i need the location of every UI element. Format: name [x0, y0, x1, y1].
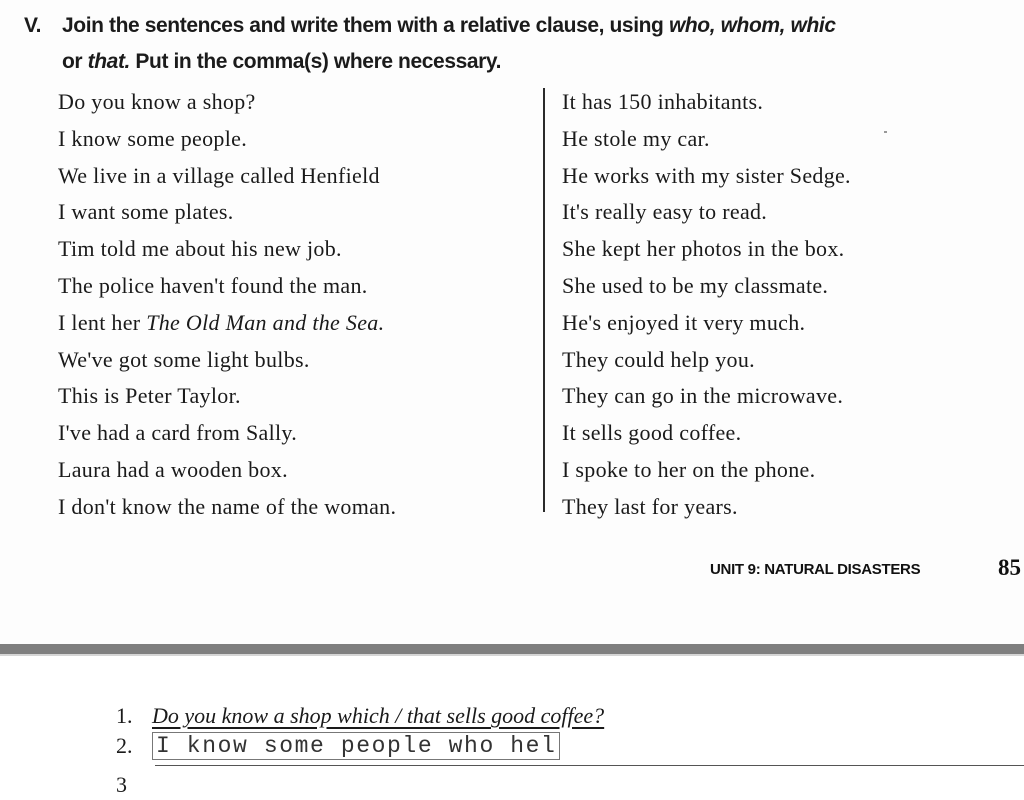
right-sentence: She kept her photos in the box. — [562, 236, 845, 262]
answer-row-1 — [116, 701, 604, 731]
right-sentence: I spoke to her on the phone. — [562, 456, 816, 482]
right-sentence: She used to be my classmate. — [562, 272, 829, 298]
instruction-text: Join the sentences and write them with a relative clause, using — [62, 14, 669, 37]
right-sentence: He's enjoyed it very much. — [562, 309, 806, 335]
left-sentence: I don't know the name of the woman. — [58, 493, 397, 519]
instruction-that: that. — [87, 50, 130, 73]
right-sentence: They last for years. — [562, 493, 738, 519]
column-divider — [543, 88, 545, 512]
left-sentence: The police haven't found the man. — [58, 272, 368, 298]
right-sentence: It sells good coffee. — [562, 420, 742, 446]
book-title: The Old Man and the Sea. — [146, 309, 385, 335]
answer-input[interactable]: I know some people who hel — [152, 732, 560, 760]
answer-number-3: 3 — [116, 772, 127, 797]
scan-speck — [884, 131, 887, 133]
left-sentence-column — [58, 84, 396, 526]
left-sentence: Do you know a shop? — [58, 89, 256, 114]
exercise-number: V. — [24, 14, 42, 37]
answer-number: 2. — [116, 733, 133, 758]
right-sentence-column — [562, 84, 851, 526]
instruction-keywords: who, whom, whic — [668, 14, 836, 37]
left-sentence: We live in a village called Henfield — [58, 162, 380, 188]
right-sentence: It's really easy to read. — [562, 199, 768, 225]
answer-underline — [155, 765, 1024, 766]
exercise-instruction — [24, 8, 1024, 80]
left-sentence: Laura had a wooden box. — [58, 456, 288, 482]
answer-row-2 — [116, 731, 560, 761]
unit-footer: UNIT 9: NATURAL DISASTERS — [710, 561, 921, 578]
right-sentence: They can go in the microwave. — [562, 383, 844, 409]
right-sentence: He stole my car. — [562, 125, 710, 151]
left-sentence: Tim told me about his new job. — [58, 236, 342, 262]
right-sentence: They could help you. — [562, 346, 755, 372]
answer-number: 1. — [116, 703, 133, 728]
left-sentence: This is Peter Taylor. — [58, 383, 241, 409]
right-sentence: He works with my sister Sedge. — [562, 162, 851, 188]
answer-text: Do you know a shop which / that sells good coffee? — [152, 703, 605, 728]
right-sentence: It has 150 inhabitants. — [562, 89, 764, 114]
instruction-lead: or — [62, 50, 88, 73]
section-separator — [0, 644, 1024, 654]
left-sentence: I know some people. — [58, 125, 247, 151]
left-sentence — [58, 305, 396, 342]
page-number: 85 — [998, 555, 1021, 580]
left-sentence-lead: I lent her — [58, 309, 147, 335]
left-sentence: I want some plates. — [58, 199, 234, 225]
instruction-rest: Put in the comma(s) where necessary. — [129, 50, 502, 73]
left-sentence: I've had a card from Sally. — [58, 420, 298, 446]
left-sentence: We've got some light bulbs. — [58, 346, 310, 372]
